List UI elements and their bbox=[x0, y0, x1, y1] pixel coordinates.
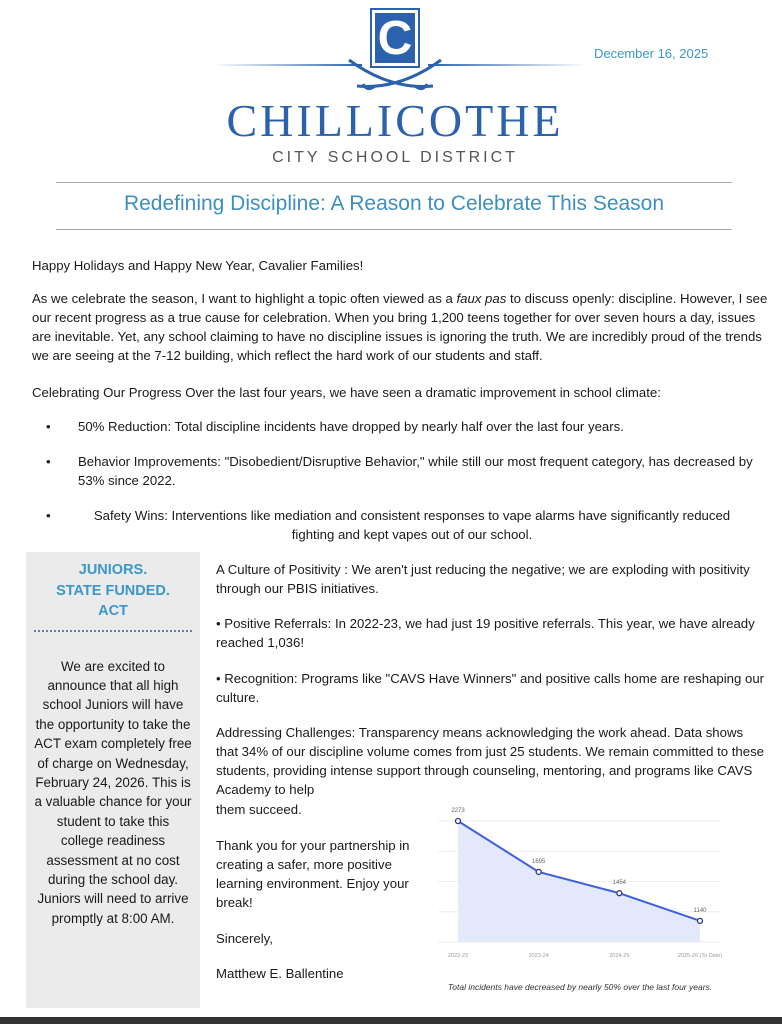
intro-text-cont: to discuss openly: discipline. However, I see our recent progress as a true cause for celebration. When you bring 1,200 teens together for over seven hours a day, issues are inevitable. Yet, any school claiming to have no discipline issues is ignoring the truth. We are incredibly proud of the trends we are seeing at the 7-12 building, which reflect the hard work of our students and staff. bbox=[32, 291, 768, 363]
data-label: 1454 bbox=[612, 880, 627, 887]
bullet-icon: • bbox=[46, 454, 51, 469]
x-tick-label: 2025-26 (To Date) bbox=[677, 953, 723, 959]
intro-emphasis: faux pas bbox=[456, 291, 507, 306]
divider-bottom bbox=[56, 229, 732, 230]
x-tick-label: 2023-24 bbox=[528, 953, 549, 959]
logo-line-left bbox=[212, 64, 362, 66]
intro-text: As we celebrate the season, I want to highlight a topic often viewed as a bbox=[32, 291, 457, 306]
data-point bbox=[698, 918, 703, 923]
sidebar-body: We are excited to announce that all high school Juniors will have the opportunity to take the ACT exam completely free of charge on Wednesday, February 24, 2026. This is a valuable chance for your student to take this college readiness assessment at no cost during the school day. Juniors will need to arrive promptly at 8:00 AM. bbox=[34, 658, 192, 926]
headline: Redefining Discipline: A Reason to Celebrate This Season bbox=[123, 192, 665, 215]
x-tick-label: 2024-25 bbox=[609, 953, 630, 959]
bullet-item: Safety Wins: Interventions like mediation and consistent responses to vape alarms have significantly reduced fighting and kept vapes out of our school. bbox=[93, 508, 731, 542]
divider-top bbox=[56, 182, 732, 183]
culture-paragraph: A Culture of Positivity : We aren't just reducing the negative; we are exploding with positivity through our PBIS initiatives. bbox=[216, 562, 750, 596]
challenges-paragraph: Addressing Challenges: Transparency means acknowledging the work ahead. Data shows that 34% of our discipline volume comes from just 25 students. We remain committed to these students, providing intense support through counseling, mentoring, and programs like CAVS Academy to help bbox=[216, 725, 765, 797]
greeting: Happy Holidays and Happy New Year, Cavalier Families! bbox=[32, 258, 364, 273]
data-point bbox=[617, 891, 622, 896]
chart-caption: Total incidents have decreased by nearly 50% over the last four years. bbox=[447, 982, 713, 992]
bullet-icon: • bbox=[46, 508, 51, 523]
thanks-paragraph: Thank you for your partnership in creating a safer, more positive learning environment. Enjoy your break! bbox=[216, 838, 410, 910]
bullet-item: Behavior Improvements: "Disobedient/Disruptive Behavior," while still our most frequent category, has decreased by 53% since 2022. bbox=[78, 454, 753, 488]
data-label: 1140 bbox=[693, 907, 707, 914]
crossed-sabers-icon bbox=[345, 56, 445, 94]
date: December 16, 2025 bbox=[594, 46, 709, 61]
closing: Sincerely, bbox=[216, 931, 273, 946]
district-subtitle: CITY SCHOOL DISTRICT bbox=[272, 149, 518, 166]
district-name: CHILLICOTHE bbox=[226, 95, 564, 146]
sidebar-title: JUNIORS. STATE FUNDED. ACT bbox=[56, 562, 170, 619]
logo-c-icon: C bbox=[372, 10, 418, 66]
progress-intro: Celebrating Our Progress Over the last four years, we have seen a dramatic improvement in school climate: bbox=[32, 385, 661, 400]
incidents-chart bbox=[420, 800, 740, 970]
x-tick-label: 2022-23 bbox=[447, 953, 469, 959]
data-label: 1695 bbox=[531, 858, 546, 865]
bullet-item: 50% Reduction: Total discipline incidents have dropped by nearly half over the last four years. bbox=[78, 419, 624, 434]
sidebar-divider bbox=[34, 630, 192, 632]
referrals-paragraph: • Positive Referrals: In 2022-23, we had just 19 positive referrals. This year, we have already reached 1,036! bbox=[216, 616, 755, 650]
logo-line-right bbox=[428, 64, 588, 66]
challenges-end: them succeed. bbox=[216, 802, 302, 817]
bottom-bar bbox=[0, 1017, 782, 1024]
act-sidebar bbox=[26, 552, 200, 1008]
intro-paragraph bbox=[32, 289, 770, 365]
recognition-paragraph: • Recognition: Programs like "CAVS Have Winners" and positive calls home are reshaping our culture. bbox=[216, 671, 765, 705]
data-label: 2273 bbox=[451, 808, 465, 814]
bullet-icon: • bbox=[46, 419, 51, 434]
data-point bbox=[456, 819, 461, 824]
signature: Matthew E. Ballentine bbox=[216, 966, 344, 981]
data-point bbox=[536, 869, 541, 874]
